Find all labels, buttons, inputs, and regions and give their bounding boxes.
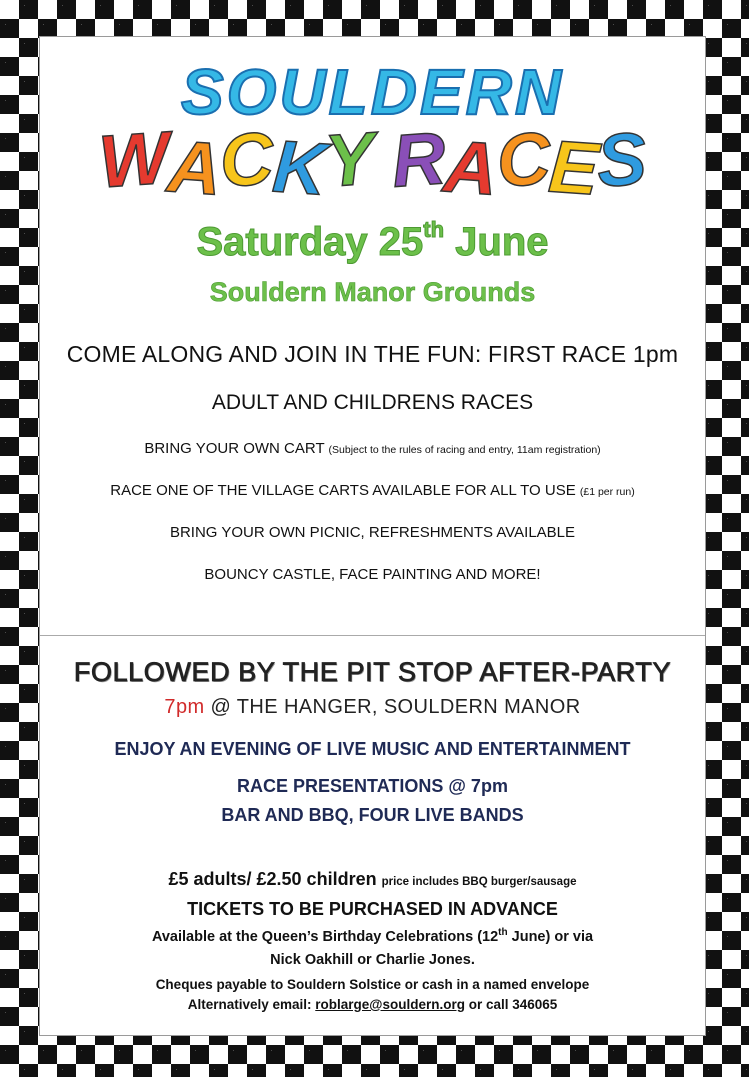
presentations-line: RACE PRESENTATIONS @ 7pm bbox=[237, 776, 508, 796]
tickets-line: TICKETS TO BE PURCHASED IN ADVANCE bbox=[187, 899, 558, 919]
email-prefix: Alternatively email: bbox=[187, 996, 316, 1012]
village-carts-note: (£1 per run) bbox=[579, 486, 635, 498]
poster-sheet bbox=[39, 36, 706, 1036]
after-party-location bbox=[40, 696, 705, 719]
title-souldern: SOULDERN bbox=[180, 56, 565, 128]
contacts-line: Nick Oakhill or Charlie Jones. bbox=[270, 951, 475, 968]
bouncy-castle-line: BOUNCY CASTLE, FACE PAINTING AND MORE! bbox=[204, 566, 541, 583]
after-party-place: @ THE HANGER, SOULDERN MANOR bbox=[204, 696, 581, 718]
own-cart-note: (Subject to the rules of racing and entry, 11am registration) bbox=[328, 444, 601, 456]
event-venue: Souldern Manor Grounds bbox=[209, 277, 536, 307]
after-party-details bbox=[40, 657, 705, 826]
after-party-heading: FOLLOWED BY THE PIT STOP AFTER-PARTY bbox=[73, 657, 672, 687]
after-party-time: 7pm bbox=[164, 696, 205, 718]
own-cart-main: BRING YOUR OWN CART bbox=[144, 440, 329, 457]
email-link[interactable]: roblarge@souldern.org bbox=[315, 996, 465, 1012]
prices-line bbox=[40, 869, 705, 890]
email-line bbox=[40, 997, 705, 1012]
availability-sup: th bbox=[498, 927, 508, 938]
join-line: COME ALONG AND JOIN IN THE FUN: FIRST RACE 1pm bbox=[66, 341, 679, 367]
availability-b: June) or via bbox=[507, 928, 594, 945]
title-word-races: RACES bbox=[388, 116, 649, 211]
date-month: June bbox=[455, 220, 549, 264]
cheques-line: Cheques payable to Souldern Solstice or cash in a named envelope bbox=[155, 976, 590, 992]
ticket-details bbox=[40, 869, 705, 1012]
own-cart-line bbox=[40, 440, 705, 457]
village-carts-main: RACE ONE OF THE VILLAGE CARTS AVAILABLE FOR ALL TO USE bbox=[110, 482, 580, 499]
date-suffix: th bbox=[423, 217, 445, 242]
availability-line bbox=[40, 927, 705, 945]
availability-a: Available at the Queen’s Birthday Celebrations (12 bbox=[151, 928, 499, 945]
village-carts-line bbox=[40, 482, 705, 499]
prices-main: £5 adults/ £2.50 children bbox=[168, 869, 382, 889]
race-details bbox=[40, 337, 705, 583]
title-word-wacky: WACKY bbox=[96, 115, 377, 211]
prices-note: price includes BBQ burger/sausage bbox=[381, 876, 577, 888]
adult-races-line: ADULT AND CHILDRENS RACES bbox=[211, 391, 534, 414]
picnic-line: BRING YOUR OWN PICNIC, REFRESHMENTS AVAILABLE bbox=[169, 524, 576, 541]
section-divider bbox=[40, 635, 705, 636]
event-date bbox=[40, 217, 705, 265]
enjoy-line: ENJOY AN EVENING OF LIVE MUSIC AND ENTERTAINMENT bbox=[114, 739, 631, 759]
title-wacky-races bbox=[40, 115, 705, 211]
bar-bbq-line: BAR AND BBQ, FOUR LIVE BANDS bbox=[221, 805, 524, 825]
email-suffix: or call 346065 bbox=[464, 996, 558, 1012]
date-day: Saturday 25 bbox=[196, 220, 424, 264]
